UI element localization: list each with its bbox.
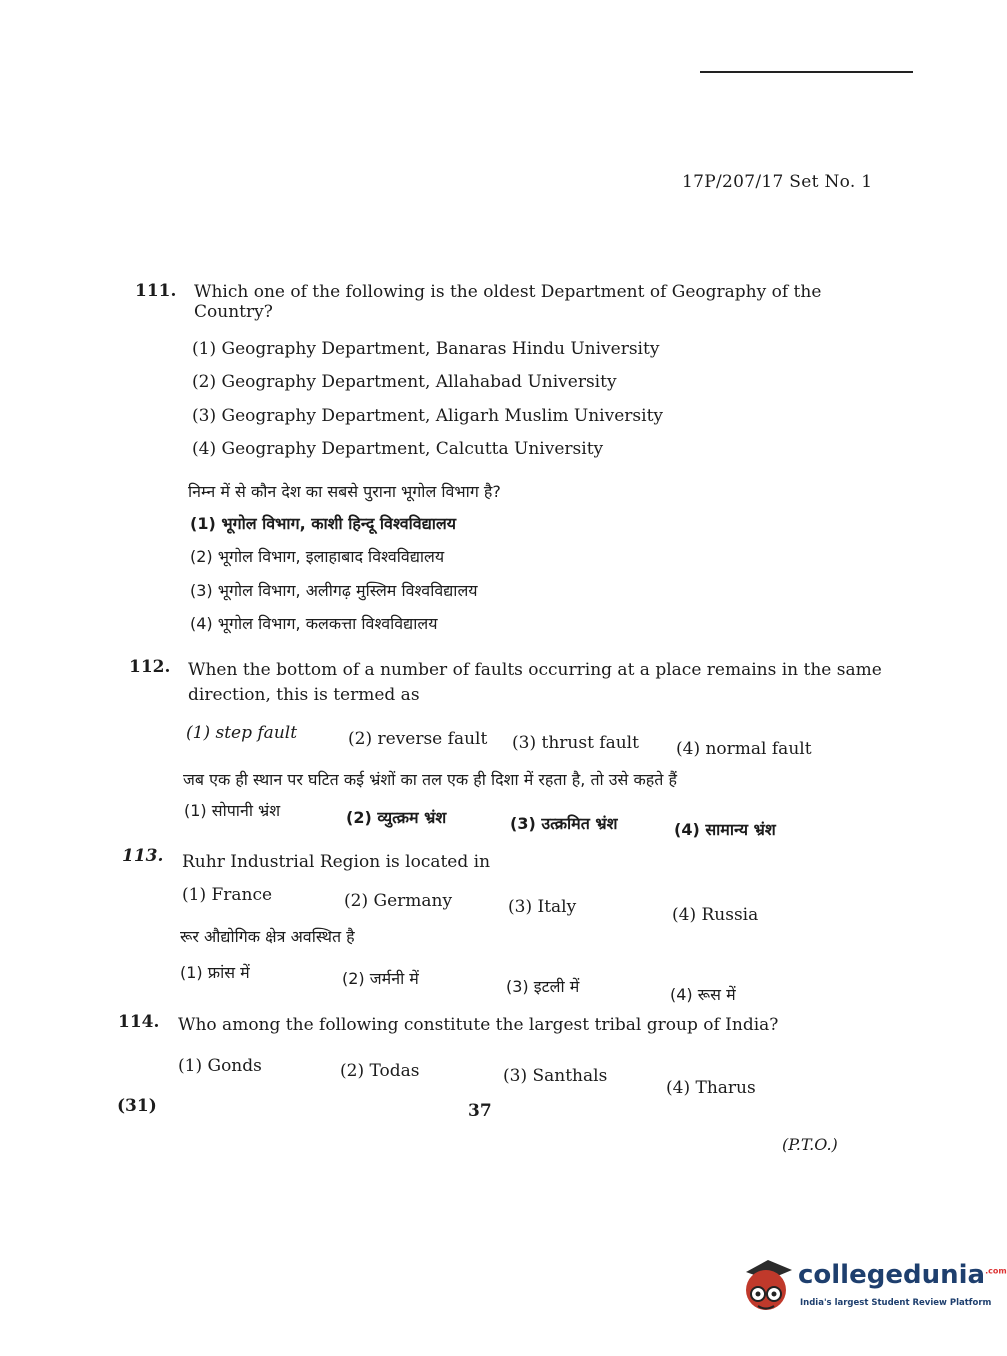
mascot-icon [738, 1250, 800, 1320]
question-111-text-line2: Country? [194, 302, 273, 322]
question-111-hindi-option-2: (2) भूगोल विभाग, इलाहाबाद विश्वविद्यालय [190, 547, 445, 566]
question-113-number: 113. [122, 846, 164, 866]
question-112-option-1: (1) step fault [186, 723, 298, 743]
question-112-hindi-option-4: (4) सामान्य भ्रंश [674, 820, 776, 839]
question-112-option-4: (4) normal fault [676, 739, 812, 759]
footer-code: (31) [117, 1096, 157, 1116]
question-114-option-3: (3) Santhals [503, 1066, 608, 1086]
question-113-hindi-option-3: (3) इटली में [506, 977, 580, 996]
collegedunia-watermark [738, 1250, 1007, 1330]
question-111-option-3: (3) Geography Department, Aligarh Muslim University [192, 406, 664, 426]
question-112-hindi-text: जब एक ही स्थान पर घटित कई भ्रंशों का तल एक ही दिशा में रहता है, तो उसे कहते हैं [183, 770, 677, 789]
paper-code: 17P/207/17 Set No. 1 [682, 172, 873, 192]
question-114-text-line1: Who among the following constitute the largest tribal group of India? [178, 1015, 779, 1035]
question-112-hindi-option-3: (3) उत्क्रमित भ्रंश [510, 814, 618, 833]
question-112-hindi-option-2: (2) व्युत्क्रम भ्रंश [346, 808, 447, 827]
question-111-hindi-option-4: (4) भूगोल विभाग, कलकत्ता विश्वविद्यालय [190, 614, 438, 633]
pto-label: (P.T.O.) [782, 1135, 838, 1154]
question-113-option-2: (2) Germany [344, 891, 453, 911]
question-112-text-line1: When the bottom of a number of faults occurring at a place remains in the same [188, 660, 882, 680]
question-111-option-1: (1) Geography Department, Banaras Hindu University [192, 339, 660, 359]
question-114-option-2: (2) Todas [340, 1061, 420, 1081]
question-113-hindi-option-4: (4) रूस में [670, 985, 736, 1004]
question-112-option-3: (3) thrust fault [512, 733, 639, 753]
question-114-option-1: (1) Gonds [178, 1056, 262, 1076]
question-111-option-2: (2) Geography Department, Allahabad University [192, 372, 617, 392]
question-113-option-4: (4) Russia [672, 905, 759, 925]
brand-name: collegedunia$^{.com}$ [798, 1260, 1007, 1290]
question-114-number: 114. [118, 1012, 160, 1032]
question-111-number: 111. [135, 281, 177, 301]
question-113-text-line1: Ruhr Industrial Region is located in [182, 852, 491, 872]
question-113-hindi-option-1: (1) फ्रांस में [180, 963, 250, 982]
brand-tagline: India's largest Student Review Platform [800, 1298, 992, 1308]
question-113-option-3: (3) Italy [508, 897, 577, 917]
question-112-option-2: (2) reverse fault [348, 729, 488, 749]
question-113-hindi-text: रूर औद्योगिक क्षेत्र अवस्थित है [180, 927, 355, 946]
question-111-hindi-text: निम्न में से कौन देश का सबसे पुराना भूगोल विभाग है? [188, 482, 501, 501]
question-112-hindi-option-1: (1) सोपानी भ्रंश [184, 801, 281, 820]
page-number: 37 [468, 1101, 492, 1121]
question-112-number: 112. [129, 657, 171, 677]
question-111-hindi-option-1: (1) भूगोल विभाग, काशी हिन्दू विश्वविद्यालय [190, 514, 457, 533]
top-rule [700, 71, 913, 73]
question-111-text-line1: Which one of the following is the oldest Department of Geography of the [194, 282, 822, 302]
question-111-hindi-option-3: (3) भूगोल विभाग, अलीगढ़ मुस्लिम विश्वविद्यालय [190, 581, 478, 600]
question-112-text-line2: direction, this is termed as [188, 685, 420, 705]
question-113-option-1: (1) France [182, 885, 273, 905]
question-111-option-4: (4) Geography Department, Calcutta University [192, 439, 604, 459]
question-113-hindi-option-2: (2) जर्मनी में [342, 969, 419, 988]
question-114-option-4: (4) Tharus [666, 1078, 756, 1098]
